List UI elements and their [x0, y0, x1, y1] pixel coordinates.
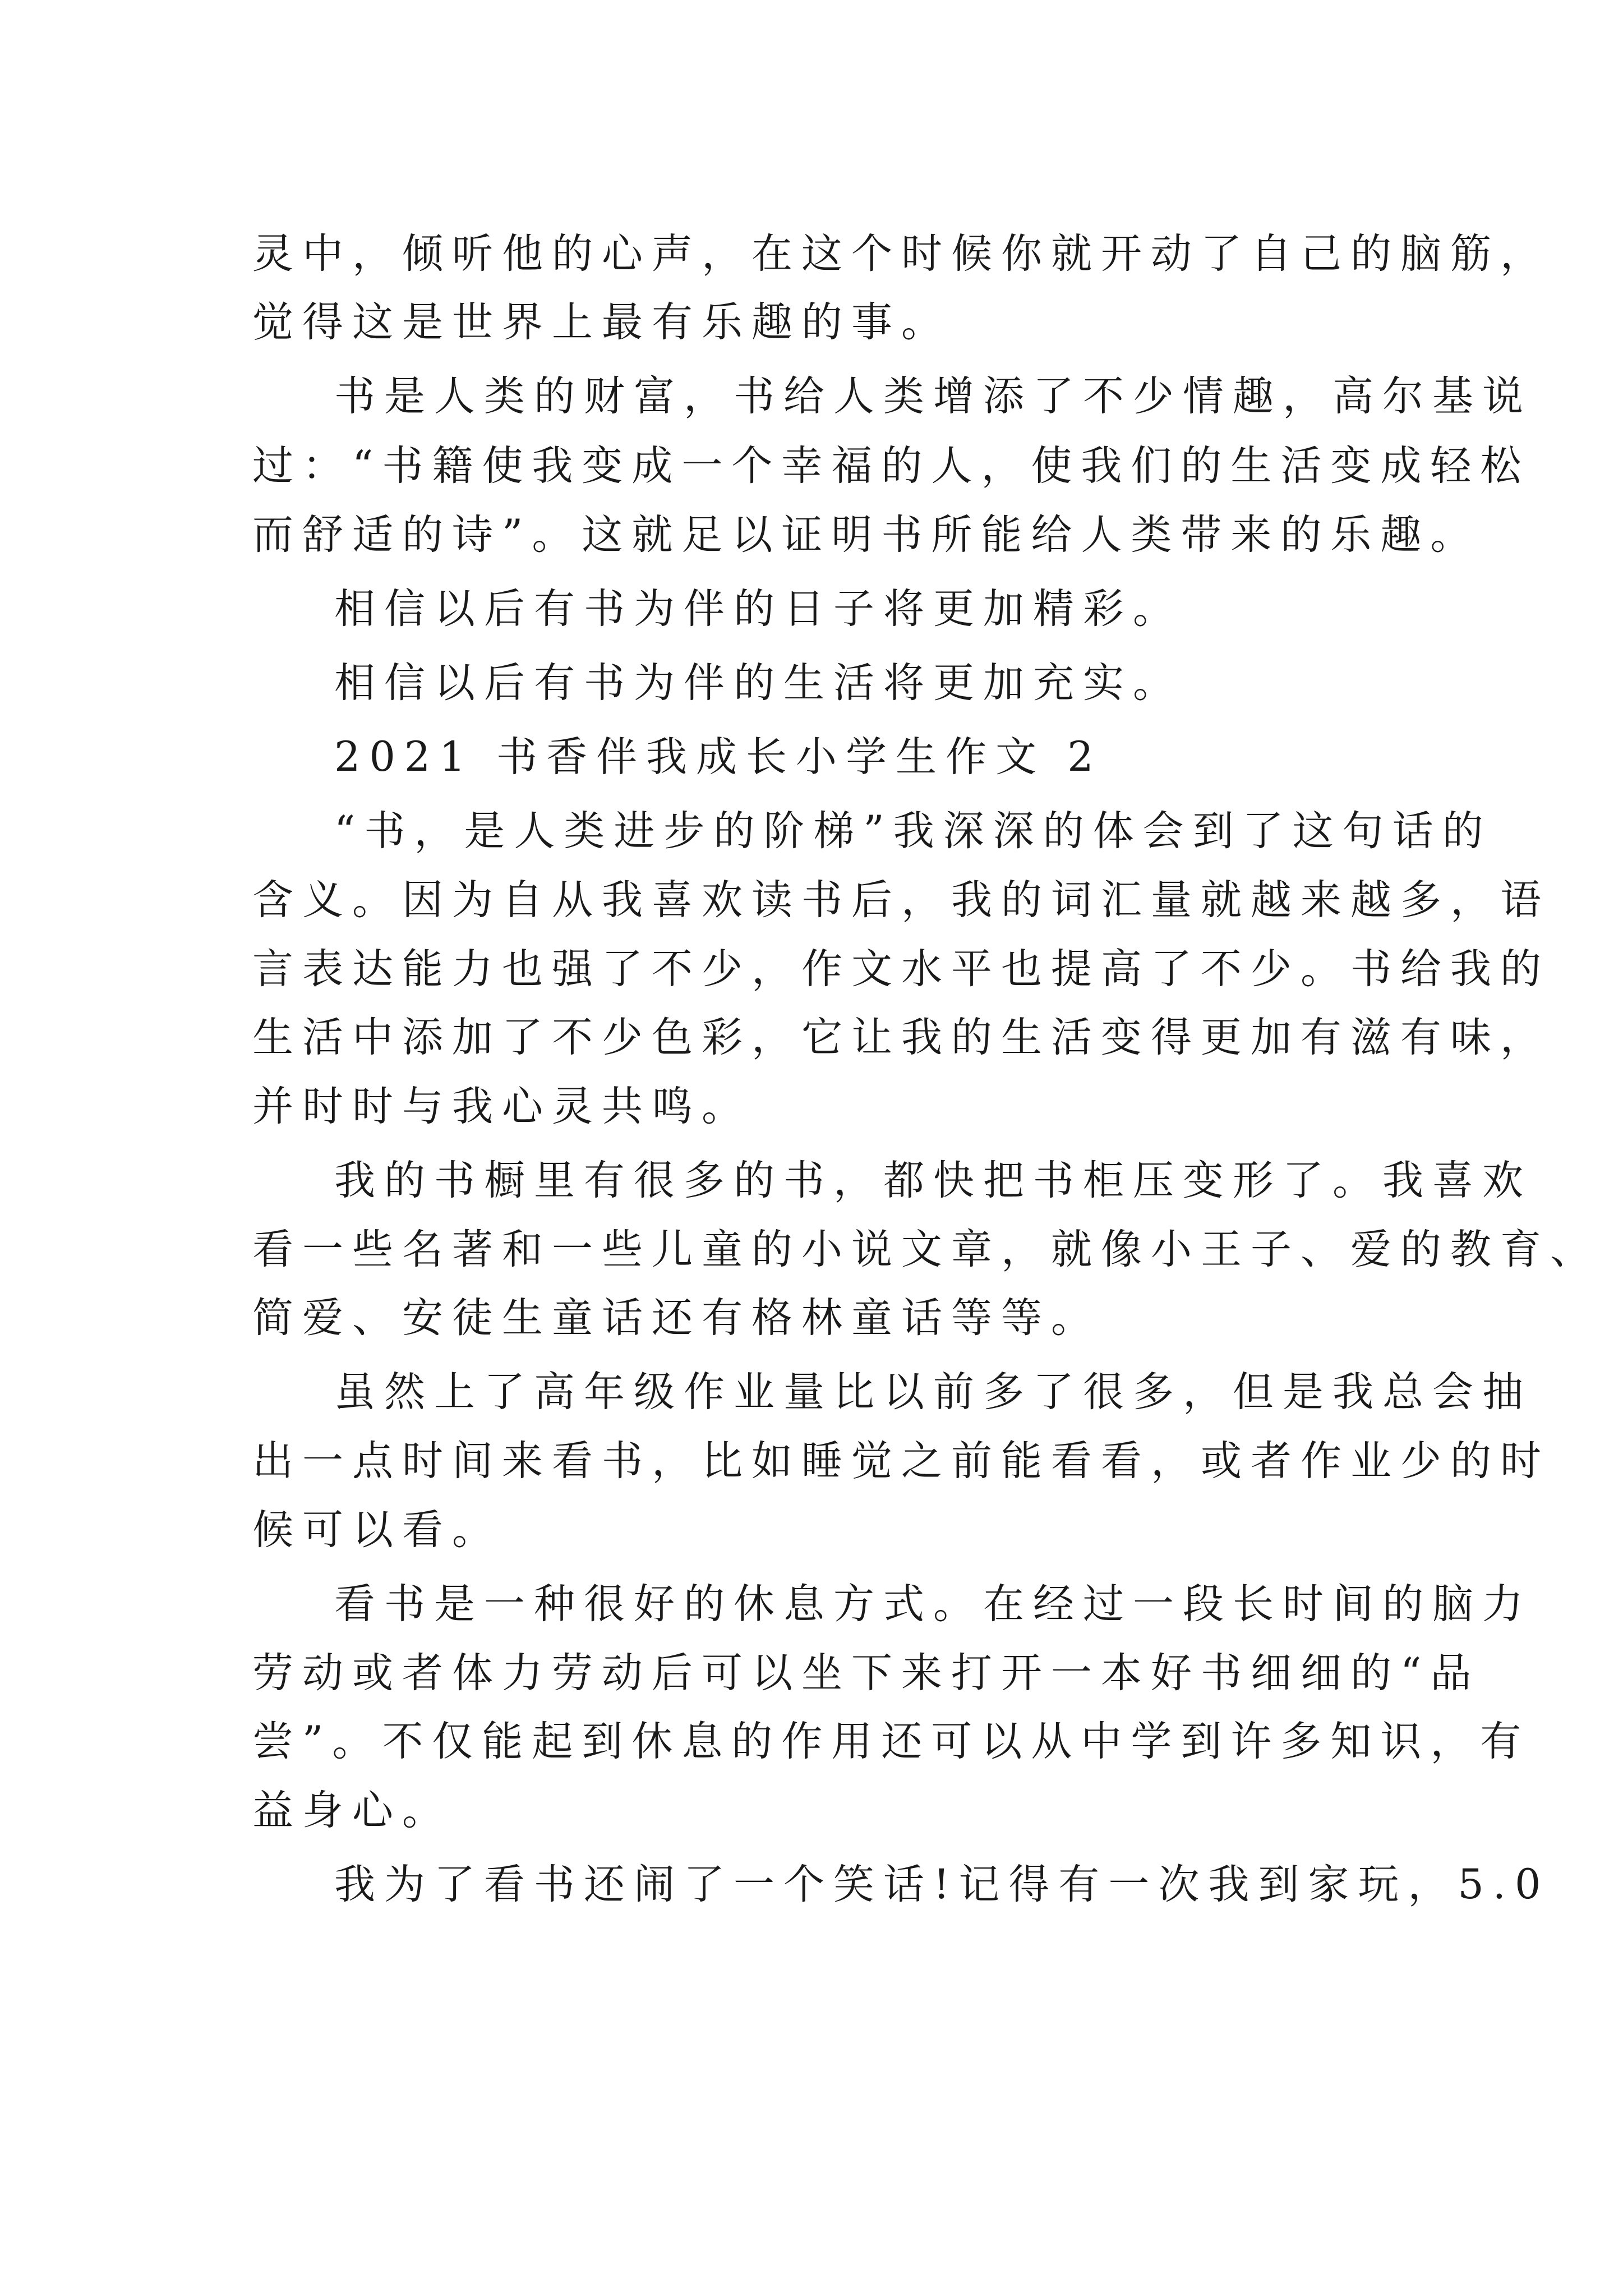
- text-line: 觉得这是世界上最有乐趣的事。: [252, 298, 951, 346]
- text-line: “书，是人类进步的阶梯”我深深的体会到了这句话的: [334, 807, 1492, 855]
- text-line: 含义。因为自从我喜欢读书后，我的词汇量就越来越多，语: [252, 876, 1550, 924]
- section-heading: 2021 书香伴我成长小学生作文 2: [334, 733, 1103, 781]
- text-line: 相信以后有书为伴的生活将更加充实。: [334, 659, 1183, 707]
- text-line: 言表达能力也强了不少，作文水平也提高了不少。书给我的: [252, 945, 1550, 993]
- text-line: 益身心。: [252, 1787, 452, 1834]
- text-line: 书是人类的财富，书给人类增添了不少情趣，高尔基说: [334, 372, 1532, 420]
- text-line: 劳动或者体力劳动后可以坐下来打开一本好书细细的“品: [252, 1649, 1481, 1697]
- text-line: 而舒适的诗”。这就足以证明书所能给人类带来的乐趣。: [252, 511, 1481, 559]
- text-line: 简爱、安徒生童话还有格林童话等等。: [252, 1294, 1101, 1342]
- text-line: 看书是一种很好的休息方式。在经过一段长时间的脑力: [334, 1580, 1532, 1628]
- text-line: 过：“书籍使我变成一个幸福的人，使我们的生活变成轻松: [252, 442, 1530, 490]
- text-line: 看一些名著和一些儿童的小说文章，就像小王子、爱的教育、: [252, 1226, 1600, 1273]
- text-line: 我为了看书还闹了一个笑话!记得有一次我到家玩，5.0: [334, 1861, 1550, 1908]
- text-line: 并时时与我心灵共鸣。: [252, 1083, 751, 1130]
- text-line: 相信以后有书为伴的日子将更加精彩。: [334, 585, 1183, 633]
- text-line: 出一点时间来看书，比如睡觉之前能看看，或者作业少的时: [252, 1437, 1550, 1485]
- text-line: 候可以看。: [252, 1506, 502, 1554]
- text-line: 我的书橱里有很多的书，都快把书柜压变形了。我喜欢: [334, 1157, 1532, 1204]
- text-line: 灵中，倾听他的心声，在这个时候你就开动了自己的脑筋，: [252, 230, 1550, 278]
- text-line: 生活中添加了不少色彩，它让我的生活变得更加有滋有味，: [252, 1014, 1550, 1061]
- text-line: 尝”。不仅能起到休息的作用还可以从中学到许多知识，有: [252, 1718, 1530, 1765]
- text-line: 虽然上了高年级作业量比以前多了很多，但是我总会抽: [334, 1368, 1532, 1416]
